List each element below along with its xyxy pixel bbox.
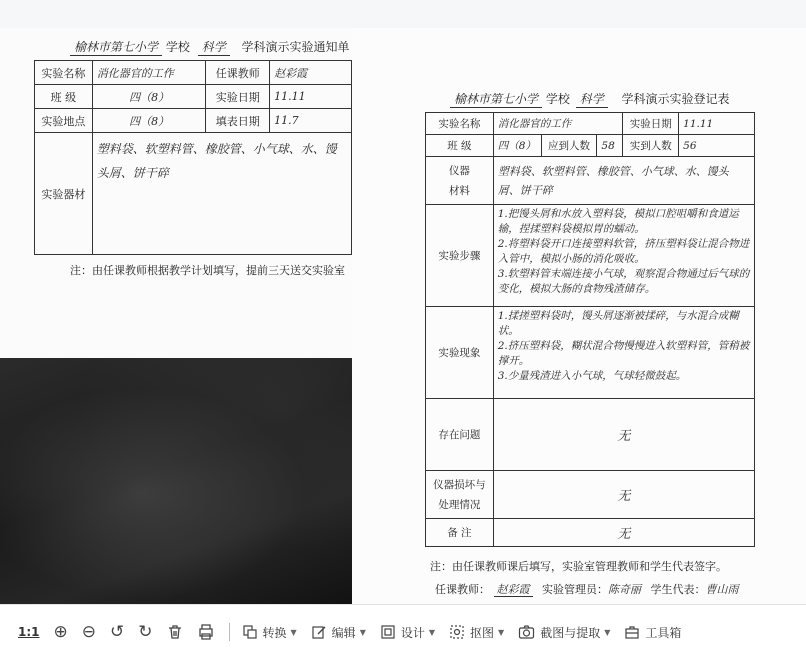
step-item: 1.把馒头屑和水放入塑料袋，模拟口腔咀嚼和食道运输，捏揉塑料袋模拟胃的蠕动。	[497, 208, 739, 235]
student-signature: 曹山雨	[705, 583, 739, 596]
notification-table	[34, 60, 352, 255]
cell-value: 消化器官的工作	[493, 113, 623, 135]
cell-label: 任课教师	[206, 61, 270, 85]
cell-label: 实验器材	[35, 133, 93, 255]
print-button[interactable]	[197, 617, 215, 647]
cell-label: 应到人数	[541, 135, 597, 157]
student-label: 学生代表：	[650, 583, 706, 596]
cell-label: 实验日期	[206, 85, 270, 109]
cell-label: 实到人数	[623, 135, 679, 157]
edit-icon	[311, 624, 327, 640]
rotate-left-icon: ↺	[110, 622, 125, 642]
left-form-title	[70, 38, 350, 56]
desk-surface	[0, 358, 352, 604]
cell-value: 58	[597, 135, 623, 157]
zoom-out-icon: ⊖	[81, 622, 96, 642]
edit-label: 编辑	[331, 625, 356, 640]
cell-value: 11.7	[270, 109, 352, 133]
delete-button[interactable]	[167, 617, 183, 647]
label-line: 材料	[448, 184, 470, 197]
zoom-in-icon: ⊕	[53, 622, 68, 642]
chevron-down-icon: ▼	[359, 627, 366, 637]
cell-label: 实验名称	[35, 61, 93, 85]
design-label: 设计	[400, 625, 425, 640]
toolbox-menu[interactable]	[624, 617, 681, 647]
step-item: 3.软塑料管末端连接小气球，观察混合物通过后气球的变化，模拟大肠的食物残渣储存。	[497, 268, 750, 295]
print-icon	[197, 624, 215, 640]
cell-label: 备 注	[426, 519, 494, 547]
camera-icon	[518, 624, 535, 640]
cell-value: 11.11	[270, 85, 352, 109]
delete-icon	[167, 624, 183, 640]
teacher-signature: 赵彩霞	[494, 583, 533, 597]
chevron-down-icon: ▼	[604, 627, 611, 637]
convert-menu[interactable]	[242, 617, 297, 647]
teacher-label: 任课教师：	[435, 583, 490, 596]
materials-value: 塑料袋、软塑料管、橡胶管、小气球、水、馒头屑、饼干碎	[92, 133, 351, 255]
right-form-note: 注：由任课教师课后填写，实验室管理教师和学生代表签字。	[430, 560, 727, 573]
cell-label: 存在问题	[426, 399, 494, 471]
zoom-out-button[interactable]	[82, 617, 96, 647]
cell-label	[426, 157, 494, 205]
form-title: 学科演示实验登记表	[621, 92, 730, 106]
actual-size-button[interactable]	[18, 617, 40, 647]
cell-label: 班 级	[35, 85, 93, 109]
design-menu[interactable]	[380, 617, 435, 647]
phenomena-value	[493, 307, 754, 399]
bottom-toolbar	[0, 604, 806, 659]
toolbar-separator	[229, 623, 230, 641]
form-title: 学科演示实验通知单	[241, 40, 350, 54]
zoom-in-button[interactable]	[54, 617, 68, 647]
signature-line	[435, 581, 739, 597]
cell-value: 四（8）	[92, 109, 206, 133]
admin-label: 实验管理员：	[542, 583, 608, 596]
toolbox-icon	[624, 624, 640, 640]
phenomenon-item: 3.少量残渣进入小气球，气球轻微鼓起。	[497, 370, 687, 382]
school-suffix: 学校	[545, 92, 570, 106]
toolbox-label: 工具箱	[645, 625, 682, 640]
materials-value: 塑料袋、软塑料管、橡胶管、小气球、水、馒头屑、饼干碎	[493, 157, 754, 205]
cell-value: 赵彩霞	[270, 61, 352, 85]
cell-label: 实验日期	[623, 113, 679, 135]
cell-value: 56	[679, 135, 755, 157]
record-table	[425, 112, 755, 547]
cell-value: 无	[493, 519, 754, 547]
cell-label: 实验名称	[426, 113, 494, 135]
cell-value: 消化器官的工作	[92, 61, 206, 85]
cutout-icon	[449, 624, 465, 640]
chevron-down-icon: ▼	[290, 627, 297, 637]
edit-menu[interactable]	[311, 617, 366, 647]
steps-value	[493, 205, 754, 307]
rotate-left-button[interactable]	[110, 617, 124, 647]
cell-label: 填表日期	[206, 109, 270, 133]
cell-label	[426, 471, 494, 519]
school-name: 榆林市第七小学	[70, 38, 162, 56]
step-item: 2.将塑料袋开口连接塑料软管，挤压塑料袋让混合物进入管中，模拟小肠的消化吸收。	[497, 238, 750, 265]
chevron-down-icon: ▼	[498, 627, 505, 637]
actual-size-label: 1:1	[18, 625, 40, 639]
cell-value: 无	[493, 471, 754, 519]
cell-label: 实验地点	[35, 109, 93, 133]
school-suffix: 学校	[165, 40, 190, 54]
phenomenon-item: 1.揉搓塑料袋时，馒头屑逐渐被揉碎，与水混合成糊状。	[497, 310, 739, 337]
label-line: 处理情况	[438, 498, 481, 511]
left-form-note: 注：由任课教师根据教学计划填写，提前三天送交实验室	[70, 264, 345, 277]
cell-label: 实验步骤	[426, 205, 494, 307]
design-icon	[380, 624, 396, 640]
screenshot-extract-label: 截图与提取	[540, 625, 601, 640]
cutout-menu[interactable]	[449, 617, 504, 647]
top-strip	[0, 0, 806, 28]
school-name: 榆林市第七小学	[450, 90, 542, 108]
cell-value: 11.11	[679, 113, 755, 135]
convert-label: 转换	[262, 625, 287, 640]
cell-value: 四（8）	[493, 135, 541, 157]
phenomenon-item: 2.挤压塑料袋，糊状混合物慢慢进入软塑料管，管稍被撑开。	[497, 340, 750, 367]
screenshot-extract-menu[interactable]	[518, 617, 610, 647]
label-line: 仪器	[448, 164, 470, 177]
rotate-right-icon: ↻	[138, 622, 153, 642]
subject: 科学	[198, 38, 230, 56]
rotate-right-button[interactable]	[138, 617, 152, 647]
cell-label: 班 级	[426, 135, 494, 157]
label-line: 仪器损坏与	[433, 478, 486, 491]
right-form-title	[450, 90, 730, 108]
admin-signature: 陈奇丽	[608, 583, 641, 596]
convert-icon	[242, 624, 258, 640]
chevron-down-icon: ▼	[428, 627, 436, 637]
subject: 科学	[576, 90, 608, 108]
cell-value: 无	[493, 399, 754, 471]
cell-label: 实验现象	[426, 307, 494, 399]
cutout-label: 抠图	[470, 625, 495, 640]
cell-value: 四（8）	[92, 85, 206, 109]
